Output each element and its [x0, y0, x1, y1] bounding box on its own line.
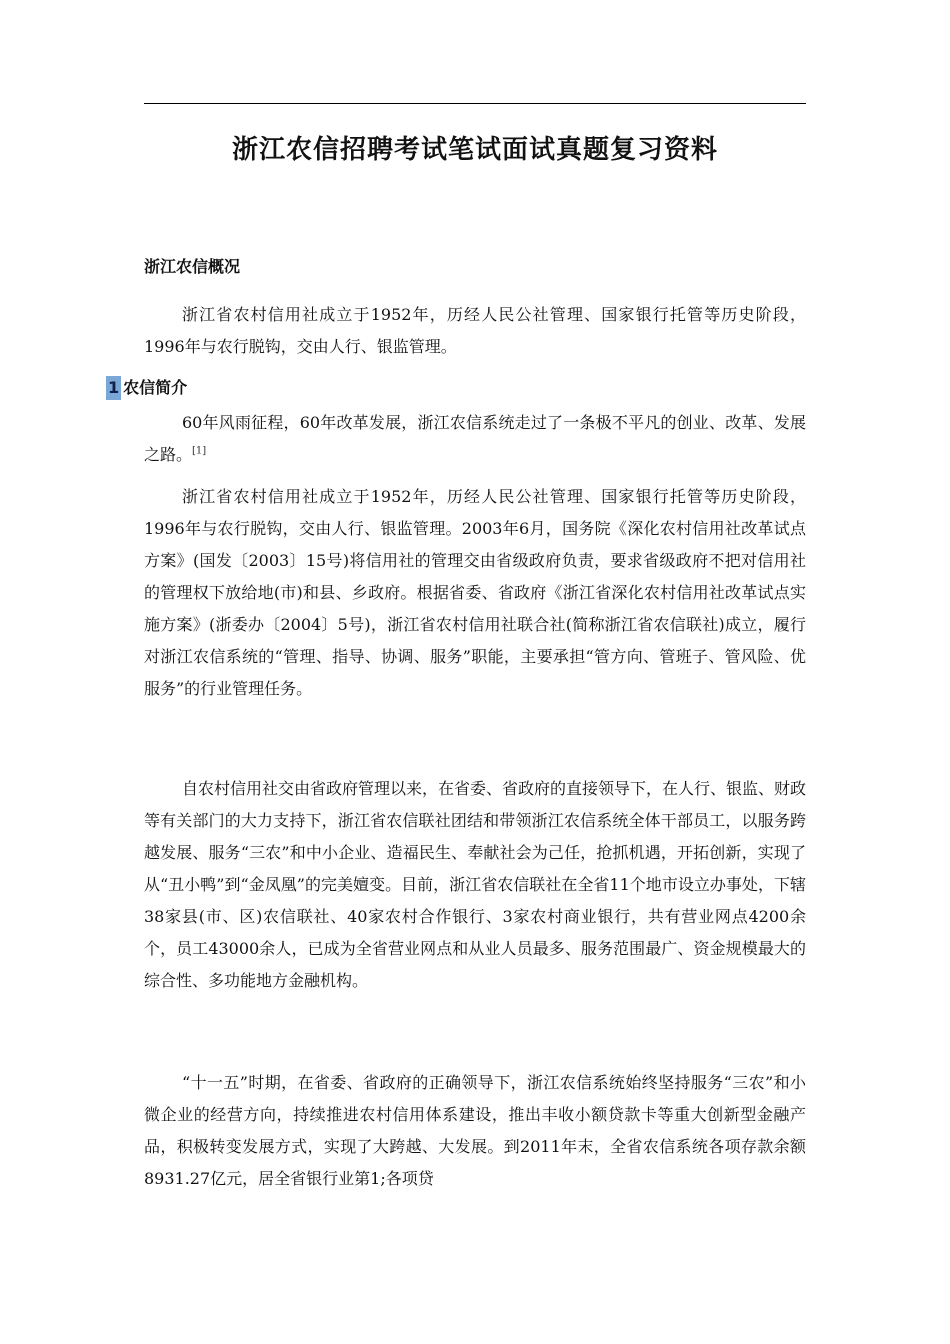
subheading — [106, 376, 187, 400]
paragraph-3: 自农村信用社交由省政府管理以来，在省委、省政府的直接领导下，在人行、银监、财政等有关部门的大力支持下，浙江省农信联社团结和带领浙江农信系统全体干部员工，以服务跨越发展、服务“三农”和中小企业、造福民生、奉献社会为己任，抢抓机遇，开拓创新，实现了从“丑小鸭”到“金凤凰”的完美嬗变。目前，浙江省农信联社在全省11个地市设立办事处，下辖38家县(市、区)农信联社、40家农村合作银行、3家农村商业银行，共有营业网点4200余个，员工43000余人，已成为全省营业网点和从业人员最多、服务范围最广、资金规模最大的综合性、多功能地方金融机构。 — [144, 779, 807, 990]
header-rule — [144, 103, 806, 104]
subheading-number: 1 — [106, 376, 121, 400]
section-heading: 浙江农信概况 — [144, 257, 241, 276]
subheading-label: 农信简介 — [123, 378, 188, 397]
paragraph-1-text: 60年风雨征程，60年改革发展，浙江农信系统走过了一条极不平凡的创业、改革、发展之路。 — [144, 413, 806, 464]
paragraph-2: 浙江省农村信用社成立于1952年，历经人民公社管理、国家银行托管等历史阶段，1996年与农行脱钩，交由人行、银监管理。2003年6月，国务院《深化农村信用社改革试点方案》(国发〔2003〕15号)将信用社的管理交由省级政府负责，要求省级政府不把对信用社的管理权下放给地(市)和县、乡政府。根据省委、省政府《浙江省深化农村信用社改革试点实施方案》(浙委办〔2004〕5号)，浙江省农村信用社联合社(简称浙江省农信联社)成立，履行对浙江农信系统的“管理、指导、协调、服务”职能，主要承担“管方向、管班子、管风险、优服务”的行业管理任务。 — [144, 487, 806, 698]
paragraph-4: “十一五”时期，在省委、省政府的正确领导下，浙江农信系统始终坚持服务“三农”和小微企业的经营方向，持续推进农村信用体系建设，推出丰收小额贷款卡等重大创新型金融产品，积极转变发展方式，实现了大跨越、大发展。到2011年末，全省农信系统各项存款余额8931.27亿元，居全省银行业第1;各项贷 — [144, 1073, 806, 1188]
intro-paragraph: 浙江省农村信用社成立于1952年，历经人民公社管理、国家银行托管等历史阶段，1996年与农行脱钩，交由人行、银监管理。 — [144, 305, 806, 356]
document-title: 浙江农信招聘考试笔试面试真题复习资料 — [231, 135, 718, 165]
footnote-ref[interactable]: [1] — [192, 445, 207, 457]
paragraph-1 — [144, 407, 806, 471]
